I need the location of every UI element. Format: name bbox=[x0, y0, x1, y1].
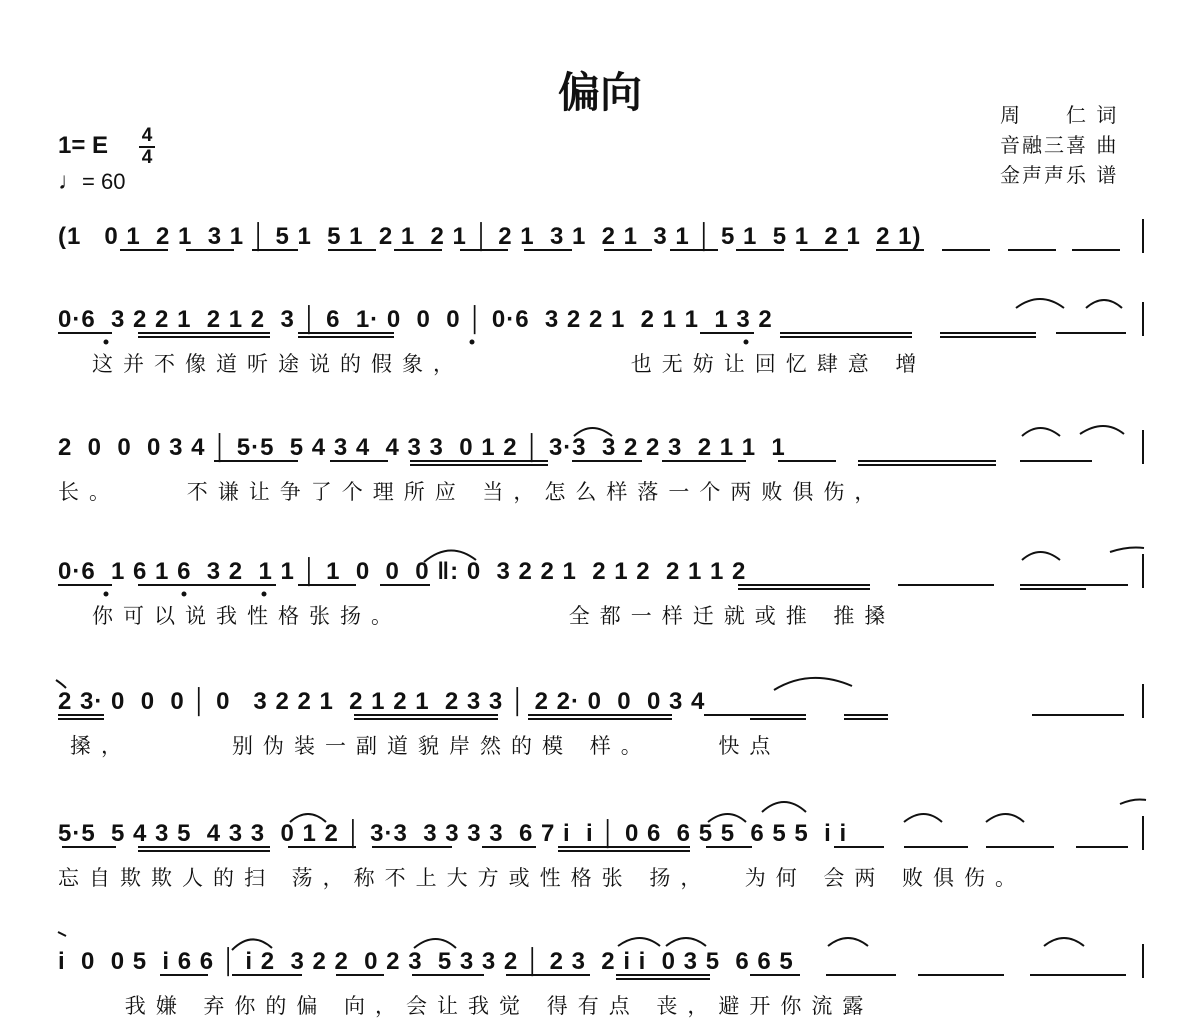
lyric-line: 你可以说我性格张扬。 全都一样迁就或推 推搡 bbox=[92, 604, 896, 628]
quarter-note-icon: ♩ bbox=[58, 168, 82, 195]
notation-line: (1 0 1 2 1 3 1 │ 5 1 5 1 2 1 2 1 │ 2 1 3 1 2 1 3 1 │ 5 1 5 1 2 1 2 1) bbox=[58, 223, 922, 250]
lyric-line: 搡， 别伪装一副道貌岸然的模 样。 快点 bbox=[70, 734, 781, 758]
notation-line: 0·6 3 2 2 1 2 1 2 3 │ 6 1· 0 0 0 │ 0·6 3 2 2 1 2 1 1 1 3 2 bbox=[58, 306, 773, 333]
notation-line: 0·6 1 6 1 6 3 2 1 1 │ 1 0 0 0 ‖: 0 3 2 2 1 2 1 2 2 1 1 2 bbox=[58, 558, 747, 585]
notation-line: i 0 0 5 i 6 6 │ i 2 3 2 2 0 2 3 5 3 3 2 │ 2 3 2 i i 0 3 5 6 6 5 bbox=[58, 948, 794, 975]
notation-line: 2 0 0 0 3 4 │ 5·5 5 4 3 4 4 3 3 0 1 2 │ 3·3 3 2 2 3 2 1 1 1 bbox=[58, 434, 786, 461]
key-signature: 1= E bbox=[58, 132, 109, 159]
lyric-line: 我嫌 弃你的偏 向，会让我觉 得有点 丧，避开你流露 bbox=[58, 994, 874, 1018]
time-signature-bottom: 4 bbox=[141, 147, 153, 168]
lyric-line: 长。 不谦让争了个理所应 当，怎么样落一个两败俱伤， bbox=[58, 480, 886, 504]
tempo-value: = 60 bbox=[82, 169, 126, 194]
notation-line: 2 3· 0 0 0 │ 0 3 2 2 1 2 1 2 1 2 3 3 │ 2 2· 0 0 0 3 4 bbox=[58, 688, 706, 715]
credit-transcriber: 金声声乐 谱 bbox=[1000, 163, 1119, 187]
lyric-line: 忘自欺欺人的扫 荡，称不上大方或性格张 扬， 为何 会两 败俱伤。 bbox=[58, 866, 1027, 890]
lyric-line: 这并不像道听途说的假象， 也无妨让回忆肆意 增 bbox=[92, 352, 927, 376]
notation-line: 5·5 5 4 3 5 4 3 3 0 1 2 │ 3·3 3 3 3 3 6 7 i i │ 0 6 6 5 5 6 5 5 i i bbox=[58, 820, 848, 847]
credit-lyricist: 周 仁 词 bbox=[1000, 103, 1119, 127]
page-title: 偏向 bbox=[557, 68, 642, 117]
credit-composer: 音融三喜 曲 bbox=[1000, 133, 1119, 157]
time-signature-top: 4 bbox=[141, 125, 153, 146]
